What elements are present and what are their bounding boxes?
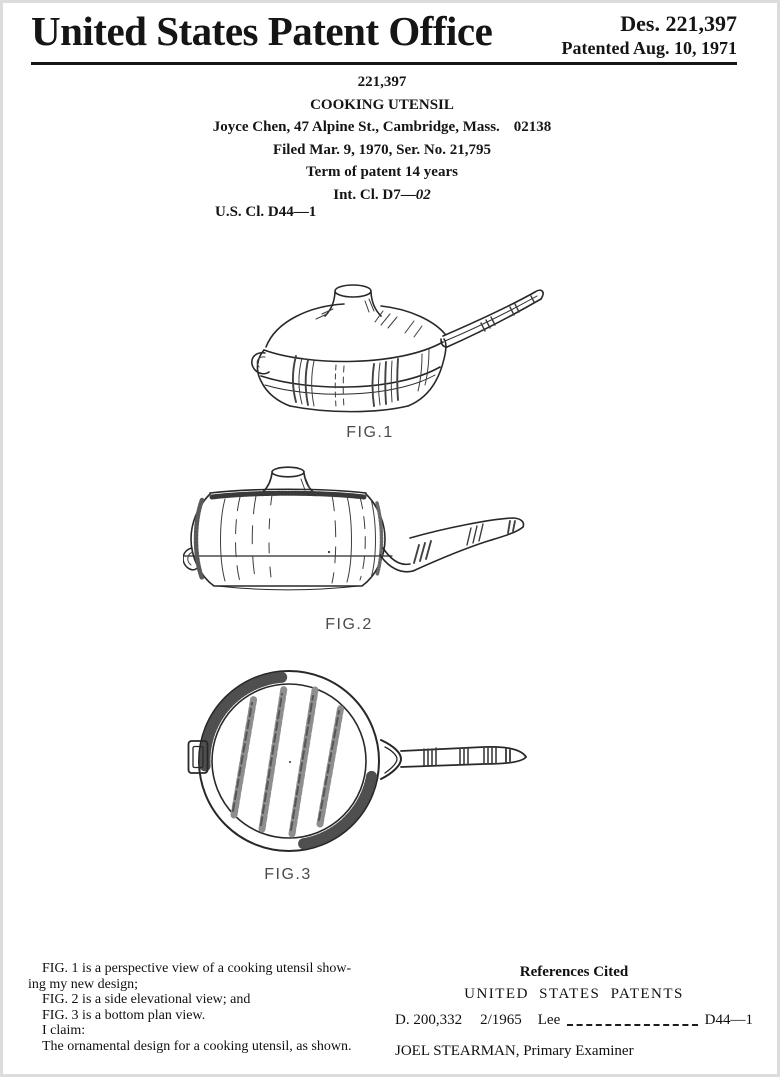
- reference-entry: [395, 1012, 753, 1029]
- fig3-pan-bottom: [199, 671, 379, 851]
- fig1-lid-and-knob: [264, 285, 445, 361]
- term-line: Term of patent 14 years: [306, 164, 458, 180]
- fig1-pot-body: [252, 339, 446, 412]
- inventor-address: Joyce Chen, 47 Alpine St., Cambridge, Mass.: [212, 119, 500, 135]
- fig2-lid-and-knob: [210, 467, 366, 497]
- fig2-handle: [380, 518, 524, 572]
- fig3-caption: FIG.3: [264, 866, 312, 883]
- inventor-line: [3, 120, 761, 135]
- claims-line: ing my new design;: [28, 976, 139, 992]
- references-block: [395, 964, 753, 1060]
- fig3-handle: [381, 740, 526, 779]
- fig2-pot-body: [183, 494, 392, 590]
- claims-line: FIG. 1 is a perspective view of a cooking utensil show-: [42, 961, 352, 976]
- references-heading: References Cited: [519, 964, 629, 980]
- int-cl-prefix: Int. Cl. D7—: [333, 186, 416, 203]
- reference-dotted-leader: [567, 1015, 697, 1026]
- serial-number: 221,397: [357, 74, 407, 90]
- invention-title: COOKING UTENSIL: [310, 96, 454, 113]
- reference-name: Lee: [537, 1012, 561, 1028]
- fig2-drawing-side-view: [183, 461, 535, 595]
- claims-line: FIG. 3 is a bottom plan view.: [42, 1007, 206, 1023]
- claims-line: The ornamental design for a cooking utensil, as shown.: [42, 1038, 352, 1054]
- claims-block: [28, 961, 388, 1054]
- references-subheading: UNITED STATES PATENTS: [464, 986, 684, 1002]
- claims-line: I claim:: [42, 1023, 86, 1038]
- fig3-drawing-bottom-view: [186, 661, 536, 857]
- patent-number: Des. 221,397: [620, 11, 737, 36]
- reference-date: 2/1965: [480, 1012, 522, 1028]
- int-cl-line: [3, 188, 761, 203]
- fig1-caption: FIG.1: [346, 424, 394, 441]
- filed-line: Filed Mar. 9, 1970, Ser. No. 21,795: [272, 141, 492, 158]
- bibliographic-block: [3, 75, 761, 210]
- claims-line: FIG. 2 is a side elevational view; and: [42, 992, 251, 1007]
- fig2-caption: FIG.2: [325, 616, 373, 633]
- header-rule: [31, 62, 737, 65]
- page-title: United States Patent Office: [31, 8, 493, 54]
- inventor-zip: 02138: [513, 119, 552, 135]
- examiner-line: JOEL STEARMAN, Primary Examiner: [395, 1043, 634, 1059]
- int-cl-value: 02: [415, 186, 431, 203]
- reference-number: D. 200,332: [395, 1012, 463, 1028]
- fig1-drawing-perspective-view: [238, 259, 568, 424]
- us-cl-line: U.S. Cl. D44—1: [215, 204, 317, 220]
- fig1-handle: [441, 290, 543, 347]
- reference-class: D44—1: [704, 1012, 753, 1028]
- header-right: [562, 12, 738, 59]
- patent-date: Patented Aug. 10, 1971: [561, 38, 737, 58]
